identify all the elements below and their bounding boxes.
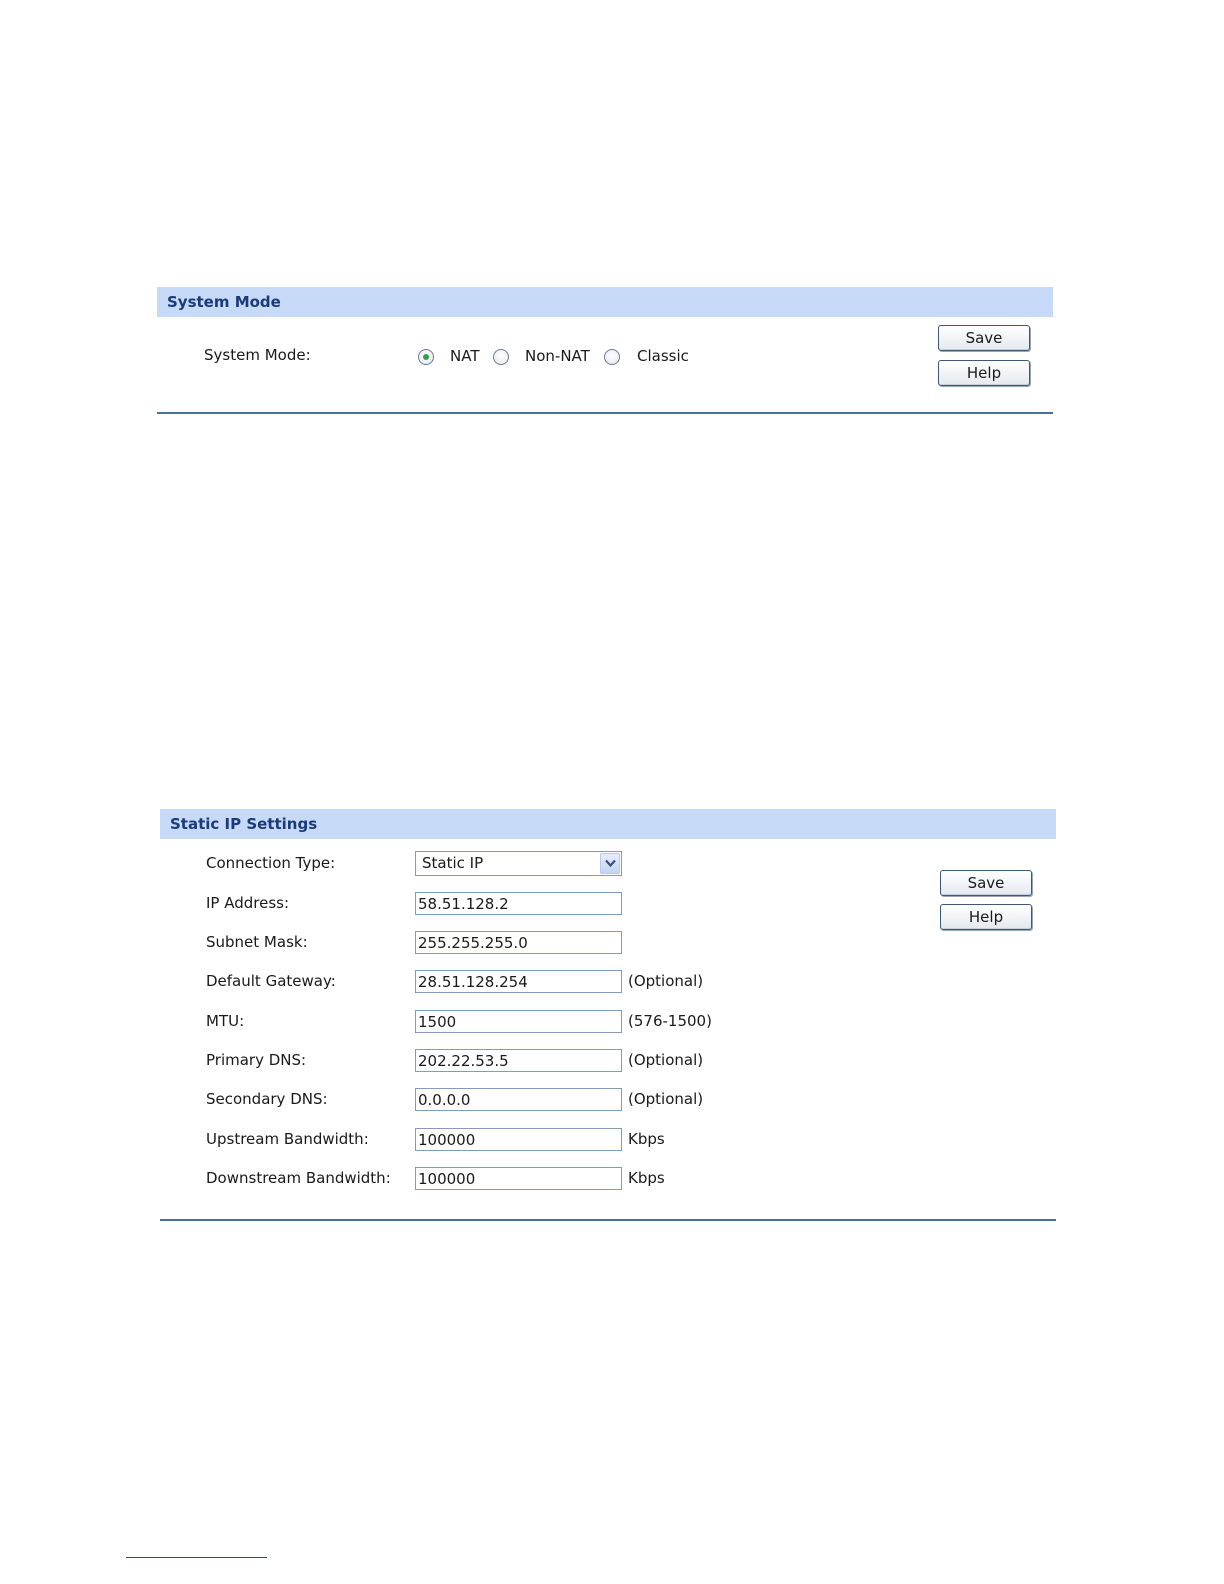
radio-classic[interactable] [604, 349, 620, 365]
upstream-bandwidth-input[interactable] [415, 1128, 622, 1151]
radio-non-nat[interactable] [493, 349, 509, 365]
downstream-bandwidth-unit: Kbps [628, 1169, 665, 1187]
radio-nat-label[interactable]: NAT [450, 347, 480, 365]
default-gateway-input[interactable] [415, 970, 622, 993]
primary-dns-input[interactable] [415, 1049, 622, 1072]
system-mode-bottom-line [157, 412, 1053, 414]
connection-type-label: Connection Type: [206, 854, 336, 872]
system-mode-save-button[interactable]: Save [938, 325, 1030, 351]
default-gateway-label: Default Gateway: [206, 972, 336, 990]
static-ip-help-button[interactable]: Help [940, 904, 1032, 930]
static-ip-panel [160, 809, 1056, 1223]
upstream-bandwidth-unit: Kbps [628, 1130, 665, 1148]
ip-address-label: IP Address: [206, 894, 290, 912]
mtu-hint: (576-1500) [628, 1012, 712, 1030]
system-mode-help-button[interactable]: Help [938, 360, 1030, 386]
primary-dns-hint: (Optional) [628, 1051, 704, 1069]
static-ip-save-button[interactable]: Save [940, 870, 1032, 896]
system-mode-header: System Mode [157, 287, 1053, 317]
primary-dns-label: Primary DNS: [206, 1051, 307, 1069]
radio-non-nat-label[interactable]: Non-NAT [525, 347, 590, 365]
mtu-label: MTU: [206, 1012, 245, 1030]
footer-rule [126, 1557, 267, 1558]
secondary-dns-input[interactable] [415, 1088, 622, 1111]
connection-type-value: Static IP [422, 854, 484, 872]
radio-classic-label[interactable]: Classic [637, 347, 689, 365]
static-ip-bottom-line [160, 1219, 1056, 1221]
subnet-mask-label: Subnet Mask: [206, 933, 308, 951]
radio-nat[interactable] [418, 349, 434, 365]
mtu-input[interactable] [415, 1010, 622, 1033]
secondary-dns-label: Secondary DNS: [206, 1090, 328, 1108]
subnet-mask-input[interactable] [415, 931, 622, 954]
secondary-dns-hint: (Optional) [628, 1090, 704, 1108]
upstream-bandwidth-label: Upstream Bandwidth: [206, 1130, 369, 1148]
downstream-bandwidth-input[interactable] [415, 1167, 622, 1190]
connection-type-select[interactable] [415, 851, 622, 876]
system-mode-panel [157, 287, 1053, 415]
ip-address-input[interactable] [415, 892, 622, 915]
chevron-down-icon[interactable] [600, 853, 620, 874]
static-ip-header: Static IP Settings [160, 809, 1056, 839]
downstream-bandwidth-label: Downstream Bandwidth: [206, 1169, 391, 1187]
system-mode-label: System Mode: [204, 346, 311, 364]
default-gateway-hint: (Optional) [628, 972, 704, 990]
